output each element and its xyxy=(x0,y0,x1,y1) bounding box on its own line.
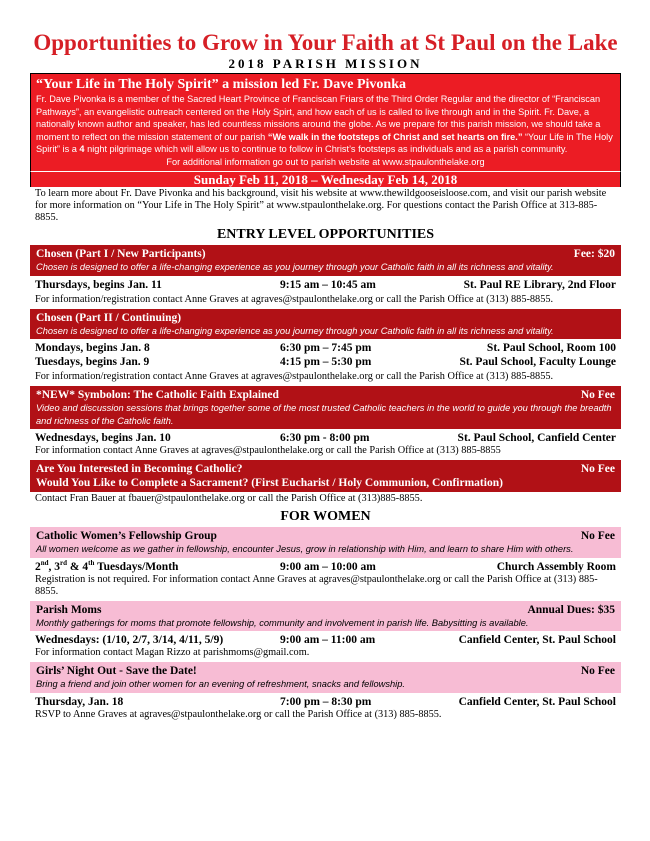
schedule-location: Canfield Center, St. Paul School xyxy=(458,634,616,646)
mission-nights: 4 xyxy=(79,144,85,154)
symbolon-contact: For information contact Anne Graves at agraves@stpaulonthelake.org or call the Parish Office at (313) 885-8855 xyxy=(35,445,501,456)
chosen-part2-schedule-1 xyxy=(30,341,621,355)
parish-moms-desc: Monthly gatherings for moms that promote fellowship, community and involvement in parish life. Babysitting is available. xyxy=(36,617,529,628)
chosen-part2-header xyxy=(30,309,621,340)
parish-moms-header xyxy=(30,601,621,632)
page-subtitle: 2018 PARISH MISSION xyxy=(30,56,621,74)
entry-level-heading: ENTRY LEVEL OPPORTUNITIES xyxy=(216,227,435,242)
mission-text-c: night pilgrimage which will allow us to continue to follow in Christ’s footsteps as individuals and as a parish community. xyxy=(84,144,568,154)
schedule-day: Thursdays, begins Jan. 11 xyxy=(35,278,162,291)
symbolon-title: *NEW* Symbolon: The Catholic Faith Explained xyxy=(36,389,279,401)
becoming-catholic-header xyxy=(30,460,621,492)
schedule-day: 2nd, 3rd & 4th Tuesdays/Month xyxy=(35,558,179,573)
symbolon-fee: No Fee xyxy=(580,389,615,401)
parish-moms-title: Parish Moms xyxy=(36,603,102,616)
becoming-catholic-fee: No Fee xyxy=(580,463,615,475)
chosen-part1-schedule xyxy=(30,278,621,292)
chosen-part1-fee: Fee: $20 xyxy=(573,248,615,260)
mission-text-b: “Your Life in The Holy Spirit” is a xyxy=(36,131,613,154)
girls-night-header xyxy=(30,662,621,693)
for-women-heading: FOR WOMEN xyxy=(280,509,371,524)
girls-night-schedule xyxy=(30,695,621,709)
schedule-time: 9:00 am – 10:00 am xyxy=(280,560,376,573)
girls-night-desc: Bring a friend and join other women for an evening of refreshment, snacks and fellowship. xyxy=(36,679,405,689)
mission-text-a: Fr. Dave Pivonka is a member of the Sacred Heart Province of Franciscan Friars of the Third Order Regular and the director of “Franciscan Pathways”, an evangelistic outreach centered on the Holy Spirt, and how each of us is called to live through and in the Spirit. Fr. Dave, a nationally known author and speaker, has led countless missions around the globe. As we prepare for this parish mission, we should take a moment to reflect on the mission statement of our parish xyxy=(36,94,601,142)
schedule-location: St. Paul School, Room 100 xyxy=(486,342,616,354)
schedule-day: Tuesdays, begins Jan. 9 xyxy=(35,356,150,368)
schedule-time: 7:00 pm – 8:30 pm xyxy=(280,695,372,708)
becoming-catholic-line1: Are You Interested in Becoming Catholic? xyxy=(36,463,243,475)
schedule-day: Wednesdays: (1/10, 2/7, 3/14, 4/11, 5/9) xyxy=(35,634,224,646)
mission-dates: Sunday Feb 11, 2018 – Wednesday Feb 14, 2018 xyxy=(30,171,621,187)
flyer xyxy=(30,30,621,724)
chosen-part1-contact: For information/registration contact Anne Graves at agraves@stpaulonthelake.org or call the Parish Office at (313) 885-8855. xyxy=(35,293,554,305)
becoming-catholic-contact: Contact Fran Bauer at fbauer@stpaulonthelake.org or call the Parish Office at (313)885-8855. xyxy=(35,493,423,504)
chosen-part1-desc: Chosen is designed to offer a life-changing experience as you journey through your Catholic faith in all its richness and vitality. xyxy=(36,262,554,272)
schedule-time: 6:30 pm - 8:00 pm xyxy=(280,432,370,444)
schedule-time: 9:15 am – 10:45 am xyxy=(280,278,376,291)
schedule-time: 6:30 pm – 7:45 pm xyxy=(280,342,372,354)
schedule-location: St. Paul School, Faculty Lounge xyxy=(459,356,616,368)
mission-learn-more: To learn more about Fr. Dave Pivonka and his background, visit his website at www.thewildgooseisloose.com, and visit our parish website for more information on “Your Life in The Holy Spirit” at www.stpaulonthelake.org. For questions contact the Parish Office at 313-885-8855. xyxy=(35,188,607,223)
schedule-location: Canfield Center, St. Paul School xyxy=(458,695,616,708)
symbolon-header xyxy=(30,386,621,429)
chosen-part2-desc: Chosen is designed to offer a life-changing experience as you journey through your Catholic faith in all its richness and vitality. xyxy=(36,325,554,336)
cwfg-contact: Registration is not required. For information contact Anne Graves at agraves@stpaulonthelake.org or call the Parish Office at (313) 885-8855. xyxy=(35,573,598,597)
chosen-part2-title: Chosen (Part II / Continuing) xyxy=(36,311,182,324)
mission-box xyxy=(30,74,621,171)
symbolon-schedule xyxy=(30,431,621,445)
chosen-part1-title: Chosen (Part I / New Participants) xyxy=(36,248,206,260)
girls-night-fee: No Fee xyxy=(580,665,615,677)
chosen-part2-schedule-2 xyxy=(30,355,621,369)
schedule-time: 4:15 pm – 5:30 pm xyxy=(280,356,372,368)
schedule-day: Thursday, Jan. 18 xyxy=(35,695,124,708)
schedule-time: 9:00 am – 11:00 am xyxy=(280,634,376,646)
cwfg-fee: No Fee xyxy=(580,530,615,542)
girls-night-title: Girls’ Night Out - Save the Date! xyxy=(36,665,197,677)
schedule-location: St. Paul RE Library, 2nd Floor xyxy=(463,278,616,291)
mission-statement: “We walk in the footsteps of Christ and set hearts on fire.” xyxy=(267,131,523,142)
becoming-catholic-line2: Would You Like to Complete a Sacrament? (First Eucharist / Holy Communion, Confirmation) xyxy=(36,477,503,489)
mission-heading: “Your Life in The Holy Spirit” a mission led Fr. Dave Pivonka xyxy=(36,77,407,92)
cwfg-header xyxy=(30,527,621,558)
mission-more-info: For additional information go out to parish website at www.stpaulonthelake.org xyxy=(166,156,485,167)
cwfg-title: Catholic Women’s Fellowship Group xyxy=(36,530,217,542)
chosen-part2-contact: For information/registration contact Anne Graves at agraves@stpaulonthelake.org or call the Parish Office at (313) 885-8855. xyxy=(35,371,554,382)
girls-night-contact: RSVP to Anne Graves at agraves@stpaulonthelake.org or call the Parish Office at (313) 885-8855. xyxy=(35,708,442,720)
schedule-location: St. Paul School, Canfield Center xyxy=(457,432,616,444)
schedule-location: Church Assembly Room xyxy=(496,560,616,573)
parish-moms-contact: For information contact Magan Rizzo at parishmoms@gmail.com. xyxy=(35,647,310,658)
cwfg-desc: All women welcome as we gather in fellowship, encounter Jesus, grow in relationship with Him, and learn to share Him with others. xyxy=(36,544,574,554)
mission-text xyxy=(36,93,615,156)
cwfg-schedule xyxy=(30,560,621,574)
page-title: Opportunities to Grow in Your Faith at St Paul on the Lake xyxy=(33,30,618,55)
schedule-day: Mondays, begins Jan. 8 xyxy=(35,342,150,354)
chosen-part1-header xyxy=(30,245,621,276)
schedule-day: Wednesdays, begins Jan. 10 xyxy=(35,432,171,444)
symbolon-desc: Video and discussion sessions that brings together some of the most trusted Catholic teachers in the world to guide you through the breadth and richness of the Catholic faith. xyxy=(36,403,612,426)
parish-moms-fee: Annual Dues: $35 xyxy=(527,603,615,616)
parish-moms-schedule xyxy=(30,633,621,647)
